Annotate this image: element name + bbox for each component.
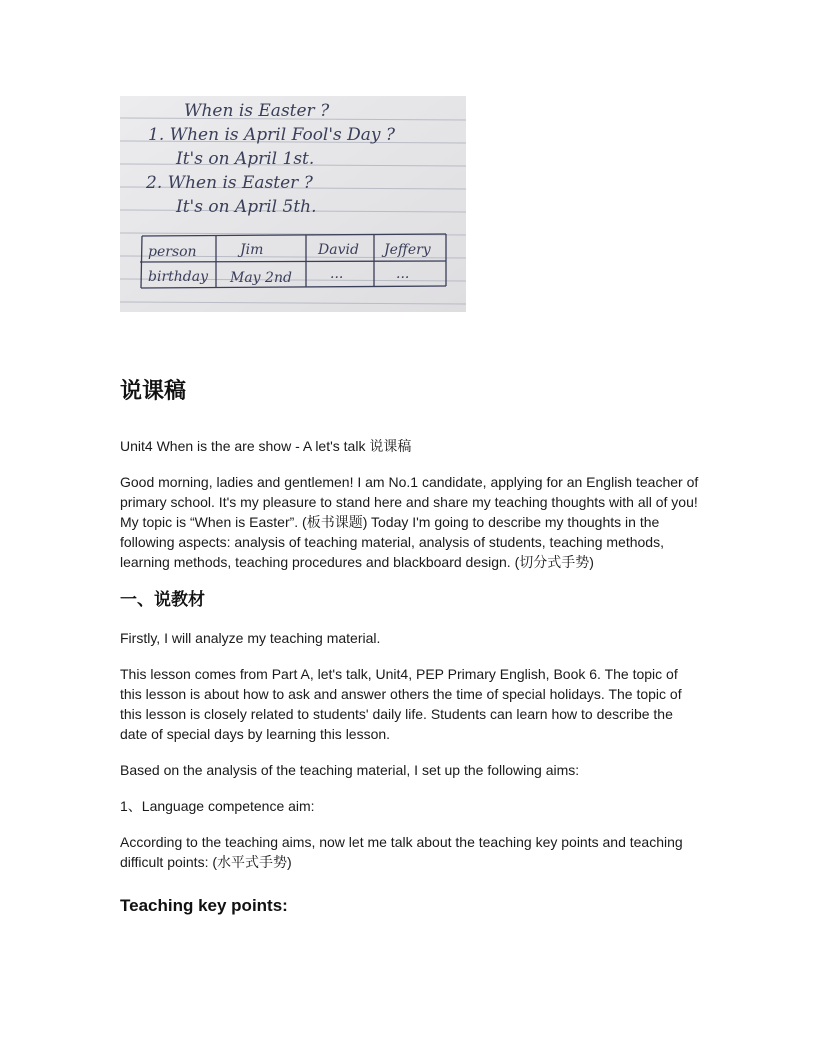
table-cell-david: David — [318, 242, 359, 258]
paragraph-lesson: This lesson comes from Part A, let's talk, Unit4, PEP Primary English, Book 6. The topic of this lesson is about how to ask and answer others the time of special holidays. The topic of this lesson is closely related to students' daily life. Students can learn how to describe the date of special days by learning this lesson. — [120, 666, 682, 742]
table-cell-jim: Jim — [240, 242, 264, 258]
paragraph-based-on: Based on the analysis of the teaching material, I set up the following aims: — [120, 762, 580, 778]
board-answer-2: It's on April 5th. — [176, 197, 317, 217]
document-subtitle: Unit4 When is the are show - A let's talk 说课稿 — [120, 438, 412, 454]
board-question-1: 1. When is April Fool's Day ? — [148, 125, 396, 145]
paragraph-aim-1: 1、Language competence aim: — [120, 798, 315, 814]
table-cell-birthday: birthday — [148, 269, 208, 285]
intro-paragraph: Good morning, ladies and gentlemen! I am No.1 candidate, applying for an English teacher of primary school. It's my pleasure to stand here and share my teaching thoughts with all of you! My topic is “When is Easter”. (板书课题) Today I'm going to describe my thoughts in the following aspects: analysis of teaching material, analysis of students, teaching methods, learning methods, teaching procedures and blackboard design. (切分式手势) — [120, 474, 699, 570]
table-cell-jeffery: Jeffery — [384, 242, 431, 258]
board-question-2: 2. When is Easter ? — [146, 173, 313, 193]
table-cell-ellipsis-1: ... — [330, 266, 344, 282]
heading-teaching-key-points: Teaching key points: — [120, 896, 288, 915]
board-title: When is Easter ? — [184, 101, 330, 121]
document-body — [120, 374, 700, 918]
section-heading-teaching-material: 一、说教材 — [120, 590, 205, 610]
board-answer-1: It's on April 1st. — [176, 149, 315, 169]
table-cell-may-2nd: May 2nd — [230, 270, 292, 286]
paragraph-firstly: Firstly, I will analyze my teaching material. — [120, 630, 381, 646]
handwriting-image — [120, 96, 466, 312]
paragraph-according: According to the teaching aims, now let me talk about the teaching key points and teaching difficult points: (水平式手势) — [120, 834, 683, 870]
blackboard-photo — [120, 96, 466, 312]
table-cell-ellipsis-2: ... — [396, 266, 410, 282]
document-title: 说课稿 — [120, 379, 187, 404]
table-cell-person: person — [148, 244, 197, 260]
